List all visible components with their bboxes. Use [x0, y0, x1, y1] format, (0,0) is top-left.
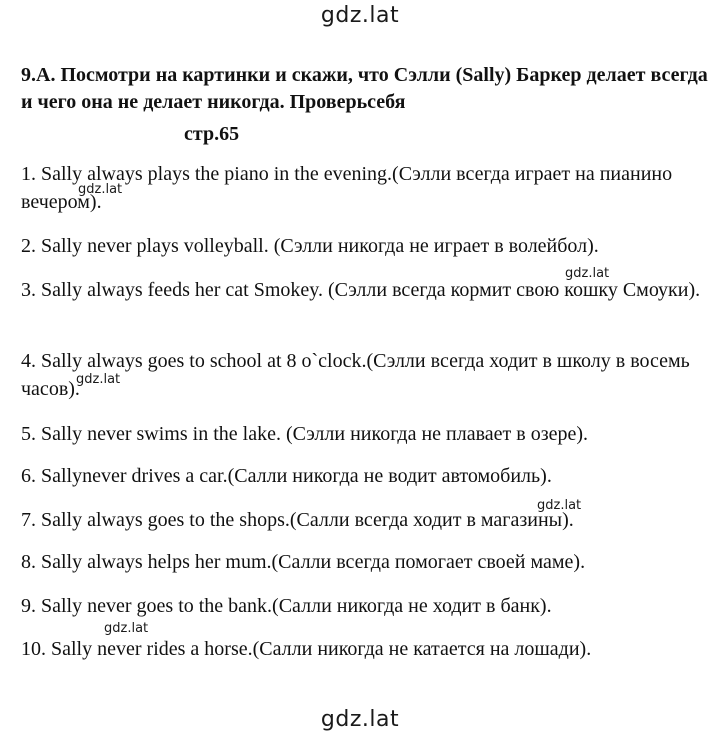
answer-item-10: 10. Sally never rides a horse.(Салли никогда не катается на лошади). — [21, 638, 592, 660]
watermark-inline: gdz.lat — [565, 266, 610, 281]
page-reference: стр.65 — [184, 123, 240, 145]
answer-item-4: 4. Sally always goes to school at 8 o`clock.(Сэлли всегда ходит в школу в восемь часов). — [21, 350, 690, 400]
answer-item-1: 1. Sally always plays the piano in the evening.(Сэлли всегда играет на пианино вечером). — [21, 163, 673, 213]
answer-item-9: 9. Sally never goes to the bank.(Салли никогда не ходит в банк). — [21, 595, 552, 617]
answer-item-5: 5. Sally never swims in the lake. (Сэлли никогда не плавает в озере). — [21, 423, 589, 445]
answer-item-8: 8. Sally always helps her mum.(Салли всегда помогает своей маме). — [21, 551, 586, 573]
answer-item-3: 3. Sally always feeds her cat Smokey. (Сэлли всегда кормит свою кошку Смоуки). — [21, 279, 701, 301]
watermark-inline: gdz.lat — [537, 498, 582, 513]
watermark-inline: gdz.lat — [104, 621, 149, 636]
watermark-inline: gdz.lat — [76, 372, 121, 387]
exercise-heading: 9.А. Посмотри на картинки и скажи, что Сэлли (Sally) Баркер делает всегда и чего она не делает никогда. Проверьсебя — [21, 64, 708, 113]
watermark-top: gdz.lat — [320, 3, 400, 28]
watermark-inline: gdz.lat — [78, 182, 123, 197]
watermark-bottom: gdz.lat — [320, 707, 400, 732]
answer-item-6: 6. Sallynever drives a car.(Салли никогда не водит автомобиль). — [21, 465, 552, 487]
answer-item-2: 2. Sally never plays volleyball. (Сэлли никогда не играет в волейбол). — [21, 235, 599, 257]
answer-item-7: 7. Sally always goes to the shops.(Салли всегда ходит в магазины). — [21, 509, 574, 531]
